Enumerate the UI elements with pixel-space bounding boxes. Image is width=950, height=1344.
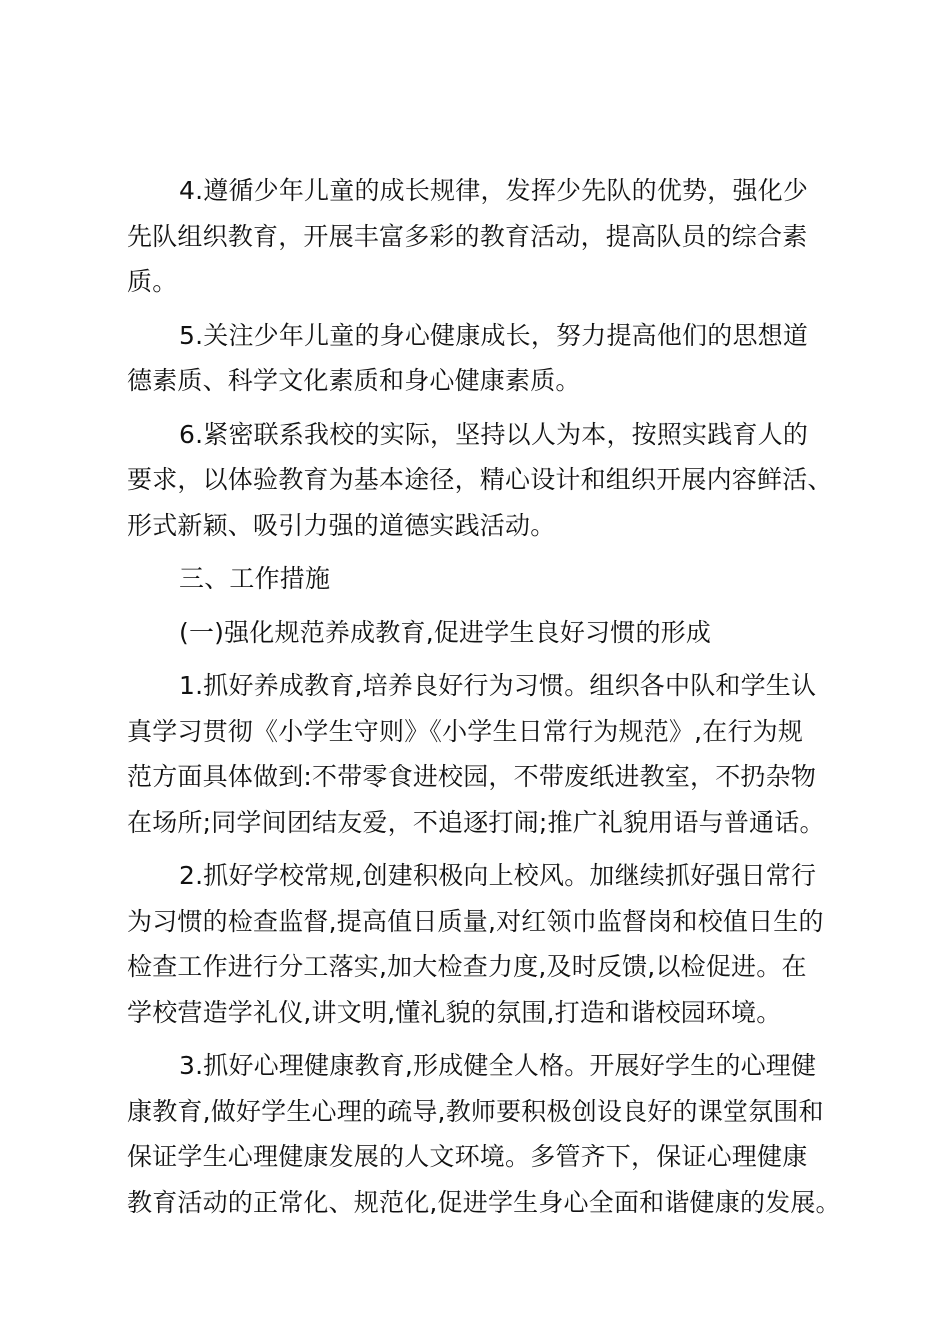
text-line: 要求，以体验教育为基本途径，精心设计和组织开展内容鲜活、 <box>127 465 833 494</box>
paragraph-measure-2 <box>127 853 841 1035</box>
text-line: 真学习贯彻《小学生守则》《小学生日常行为规范》,在行为规 <box>127 716 804 746</box>
text-line: 为习惯的检查监督,提高值日质量,对红领巾监督岗和校值日生的 <box>127 906 824 936</box>
paragraph-goal-5 <box>127 313 841 404</box>
text-line: 教育活动的正常化、规范化,促进学生身心全面和谐健康的发展。 <box>127 1187 841 1217</box>
text-line: 1.抓好养成教育,培养良好行为习惯。组织各中队和学生认 <box>179 671 817 700</box>
text-line: 3.抓好心理健康教育,形成健全人格。开展好学生的心理健 <box>179 1051 817 1080</box>
text-line: 学校营造学礼仪,讲文明,懂礼貌的氛围,打造和谐校园环境。 <box>127 997 782 1027</box>
text-line: 德素质、科学文化素质和身心健康素质。 <box>127 366 581 395</box>
section-heading <box>127 556 841 602</box>
subheading-text: (一)强化规范养成教育,促进学生良好习惯的形成 <box>179 617 712 647</box>
text-line: 在场所;同学间团结友爱，不追逐打闹;推广礼貌用语与普通话。 <box>127 807 825 837</box>
text-line: 2.抓好学校常规,创建积极向上校风。加继续抓好强日常行 <box>179 861 817 890</box>
text-line: 4.遵循少年儿童的成长规律，发挥少先队的优势，强化少 <box>179 176 809 205</box>
paragraph-measure-3 <box>127 1043 841 1225</box>
paragraph-measure-1 <box>127 663 841 845</box>
text-line: 范方面具体做到:不带零食进校园，不带废纸进教室，不扔杂物 <box>127 762 817 791</box>
text-line: 检查工作进行分工落实,加大检查力度,及时反馈,以检促进。在 <box>127 952 807 981</box>
text-line: 形式新颖、吸引力强的道德实践活动。 <box>127 510 556 540</box>
text-line: 5.关注少年儿童的身心健康成长，努力提高他们的思想道 <box>179 320 809 350</box>
paragraph-goal-4 <box>127 168 841 305</box>
text-line: 6.紧密联系我校的实际，坚持以人为本，按照实践育人的 <box>179 419 809 449</box>
paragraph-goal-6 <box>127 412 841 549</box>
heading-text: 三、工作措施 <box>179 564 331 593</box>
text-line: 保证学生心理健康发展的人文环境。多管齐下，保证心理健康 <box>127 1142 808 1171</box>
subsection-heading <box>127 610 841 656</box>
text-line: 质。 <box>127 267 178 296</box>
text-line: 康教育,做好学生心理的疏导,教师要积极创设良好的课堂氛围和 <box>127 1096 824 1126</box>
text-line: 先队组织教育，开展丰富多彩的教育活动，提高队员的综合素 <box>127 221 808 251</box>
document-body <box>127 168 841 1233</box>
